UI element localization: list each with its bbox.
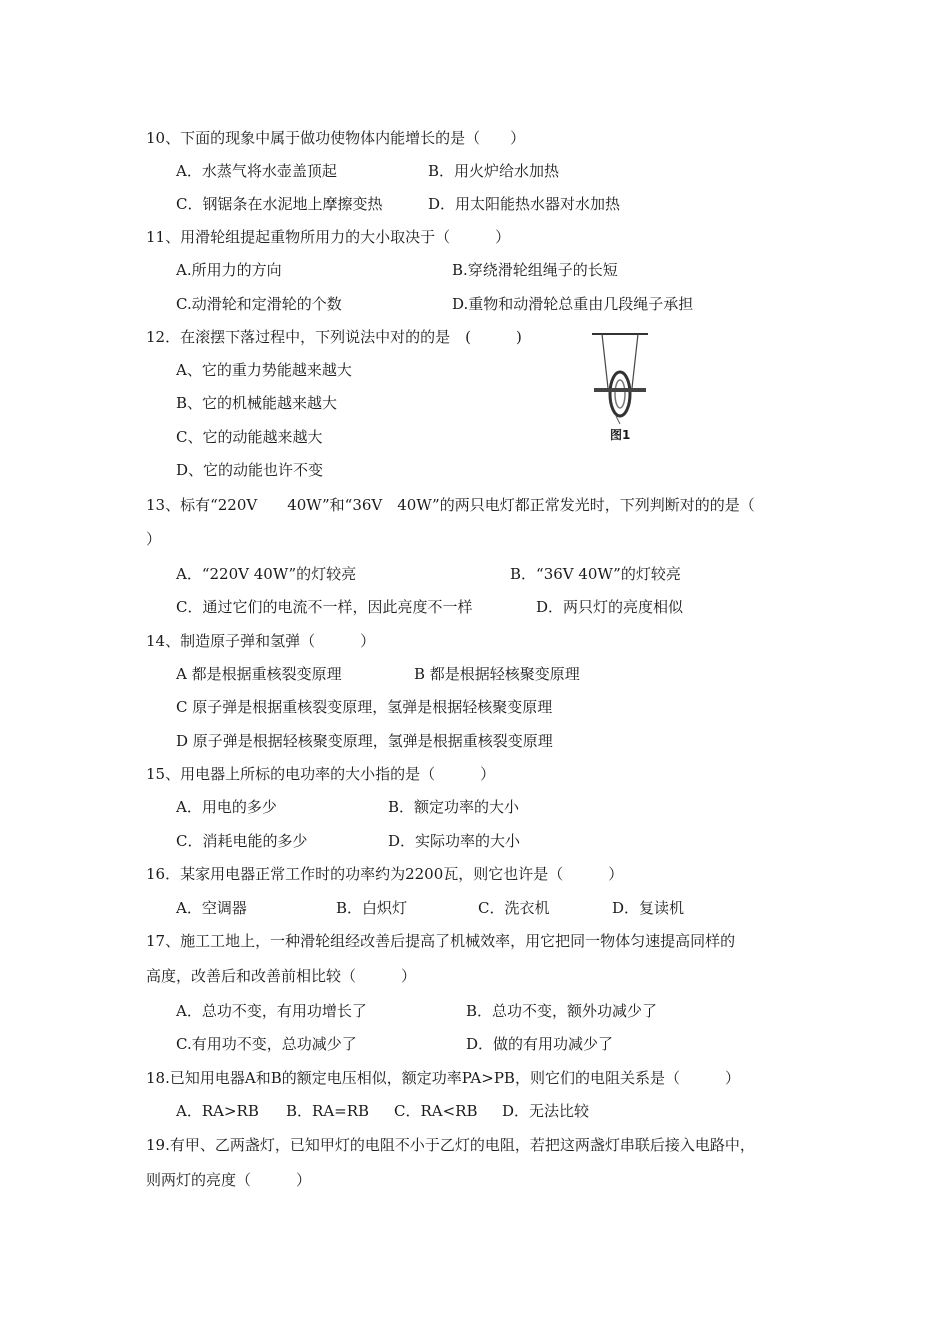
q12-stem: 12．在滚摆下落过程中，下列说法中对的的是 ( ) xyxy=(146,328,522,346)
q14-option-b: B 都是根据轻核聚变原理 xyxy=(414,665,580,683)
q13-option-d: D．两只灯的亮度相似 xyxy=(536,598,684,616)
q14-option-a: A 都是根据重核裂变原理 xyxy=(176,665,342,683)
q17-option-d: D．做的有用功减少了 xyxy=(466,1035,614,1053)
figure-caption: 图1 xyxy=(610,428,631,442)
q10-option-c: C．钢锯条在水泥地上摩擦变热 xyxy=(176,195,383,213)
q10-option-b: B．用火炉给水加热 xyxy=(428,162,560,180)
q11-option-c: C.动滑轮和定滑轮的个数 xyxy=(176,295,342,313)
q15-stem: 15、用电器上所标的电功率的大小指的是（ ） xyxy=(146,765,496,783)
q18-option-d: D．无法比较 xyxy=(502,1102,590,1120)
q16-option-c: C．洗衣机 xyxy=(478,899,550,917)
q18-stem: 18.已知用电器A和B的额定电压相似，额定功率PA>PB，则它们的电阻关系是（ ） xyxy=(146,1069,740,1087)
q17-option-c: C.有用功不变，总功减少了 xyxy=(176,1035,357,1053)
q15-option-c: C．消耗电能的多少 xyxy=(176,832,308,850)
q18-option-a: A．RA>RB xyxy=(176,1102,259,1120)
q17-stem-line2: 高度，改善后和改善前相比较（ ） xyxy=(146,967,417,985)
q17-option-a: A．总功不变，有用功增长了 xyxy=(176,1002,367,1020)
q17-option-b: B．总功不变，额外功减少了 xyxy=(466,1002,658,1020)
q10-option-a: A．水蒸气将水壶盖顶起 xyxy=(176,162,337,180)
q14-stem: 14、制造原子弹和氢弹（ ） xyxy=(146,632,376,650)
q13-stem-line1: 13、标有“220V 40W”和“36V 40W”的两只电灯都正常发光时，下列判断对的的是（ xyxy=(146,496,755,514)
q16-option-a: A．空调器 xyxy=(176,899,247,917)
q15-option-a: A．用电的多少 xyxy=(176,798,277,816)
q11-option-a: A.所用力的方向 xyxy=(176,261,282,279)
q16-option-b: B．白炽灯 xyxy=(336,899,408,917)
q13-option-c: C．通过它们的电流不一样，因此亮度不一样 xyxy=(176,598,473,616)
q16-stem: 16．某家用电器正常工作时的功率约为2200瓦，则它也许是（ ） xyxy=(146,865,624,883)
q14-option-c: C 原子弹是根据重核裂变原理，氢弹是根据轻核聚变原理 xyxy=(176,698,553,716)
q12-option-a: A、它的重力势能越来越大 xyxy=(176,361,352,379)
q19-stem-line1: 19.有甲、乙两盏灯，已知甲灯的电阻不小于乙灯的电阻，若把这两盏灯串联后接入电路中， xyxy=(146,1136,755,1154)
q10-option-d: D．用太阳能热水器对水加热 xyxy=(428,195,621,213)
q11-option-d: D.重物和动滑轮总重由几段绳子承担 xyxy=(452,295,694,313)
q18-option-b: B．RA=RB xyxy=(286,1102,370,1120)
q10-stem: 10、下面的现象中属于做功使物体内能增长的是（ ） xyxy=(146,129,526,147)
q12-option-c: C、它的动能越来越大 xyxy=(176,428,323,446)
q18-option-c: C．RA<RB xyxy=(394,1102,478,1120)
q15-option-b: B．额定功率的大小 xyxy=(388,798,520,816)
q13-stem-line2: ） xyxy=(146,530,162,548)
q14-option-d: D 原子弹是根据轻核聚变原理，氢弹是根据重核裂变原理 xyxy=(176,732,553,750)
q17-stem-line1: 17、施工工地上，一种滑轮组经改善后提高了机械效率，用它把同一物体匀速提高同样的 xyxy=(146,932,736,950)
q19-stem-line2: 则两灯的亮度（ ） xyxy=(146,1171,312,1189)
q11-option-b: B.穿绕滑轮组绳子的长短 xyxy=(452,261,618,279)
q13-option-a: A．“220V 40W”的灯较亮 xyxy=(176,565,357,583)
q13-option-b: B．“36V 40W”的灯较亮 xyxy=(510,565,681,583)
q16-option-d: D．复读机 xyxy=(612,899,685,917)
q12-option-b: B、它的机械能越来越大 xyxy=(176,394,338,412)
q15-option-d: D．实际功率的大小 xyxy=(388,832,521,850)
q12-option-d: D、它的动能也许不变 xyxy=(176,461,324,479)
q11-stem: 11、用滑轮组提起重物所用力的大小取决于（ ） xyxy=(146,228,511,246)
